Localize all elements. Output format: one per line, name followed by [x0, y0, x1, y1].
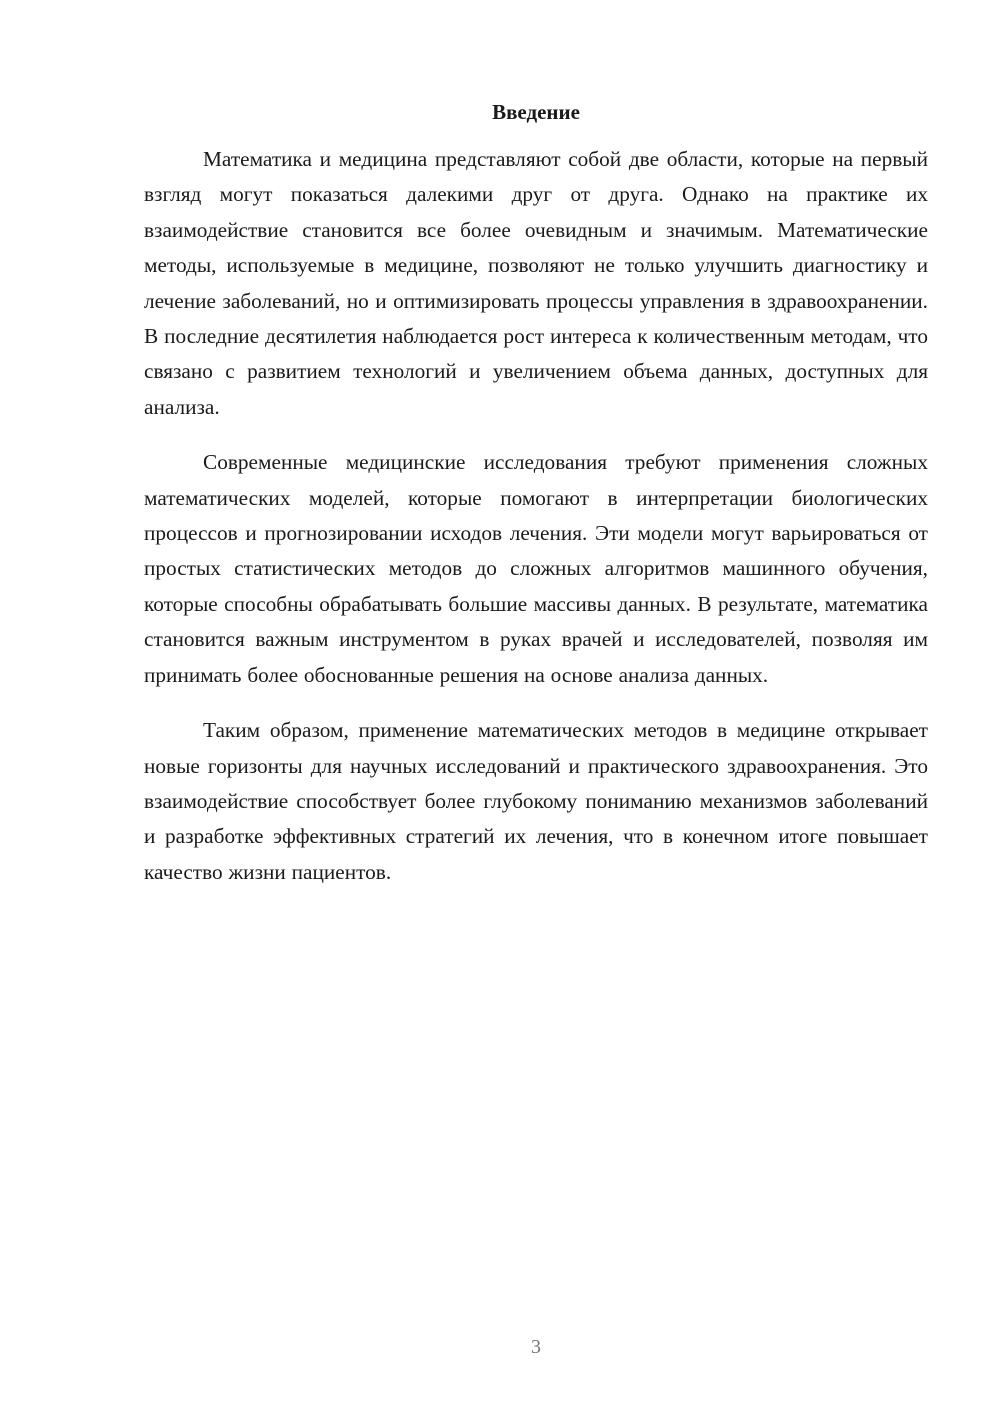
- body-text: [144, 142, 928, 890]
- paragraph-2: Современные медицинские исследования требуют применения сложных математических моделей, которые помогают в интерпретации биологических процессов и прогнозировании исходов лечения. Эти модели могут варьироваться от простых статистических методов до сложных алгоритмов машинного обучения, которые способны обрабатывать большие массивы данных. В результате, математика становится важным инструментом в руках врачей и исследователей, позволяя им принимать более обоснованные решения на основе анализа данных.: [144, 450, 928, 687]
- paragraph-1: Математика и медицина представляют собой две области, которые на первый взгляд могут показаться далекими друг от друга. Однако на практике их взаимодействие становится все более очевидным и значимым. Математические методы, используемые в медицине, позволяют не только улучшить диагностику и лечение заболеваний, но и оптимизировать процессы управления в здравоохранении. В последние десятилетия наблюдается рост интереса к количественным методам, что связано с развитием технологий и увеличением объема данных, доступных для анализа.: [144, 147, 928, 419]
- section-title: Введение: [492, 100, 580, 124]
- page-number: 3: [531, 1336, 541, 1358]
- paragraph-3: Таким образом, применение математических методов в медицине открывает новые горизонты для научных исследований и практического здравоохранения. Это взаимодействие способствует более глубокому пониманию механизмов заболеваний и разработке эффективных стратегий их лечения, что в конечном итоге повышает качество жизни пациентов.: [144, 718, 928, 884]
